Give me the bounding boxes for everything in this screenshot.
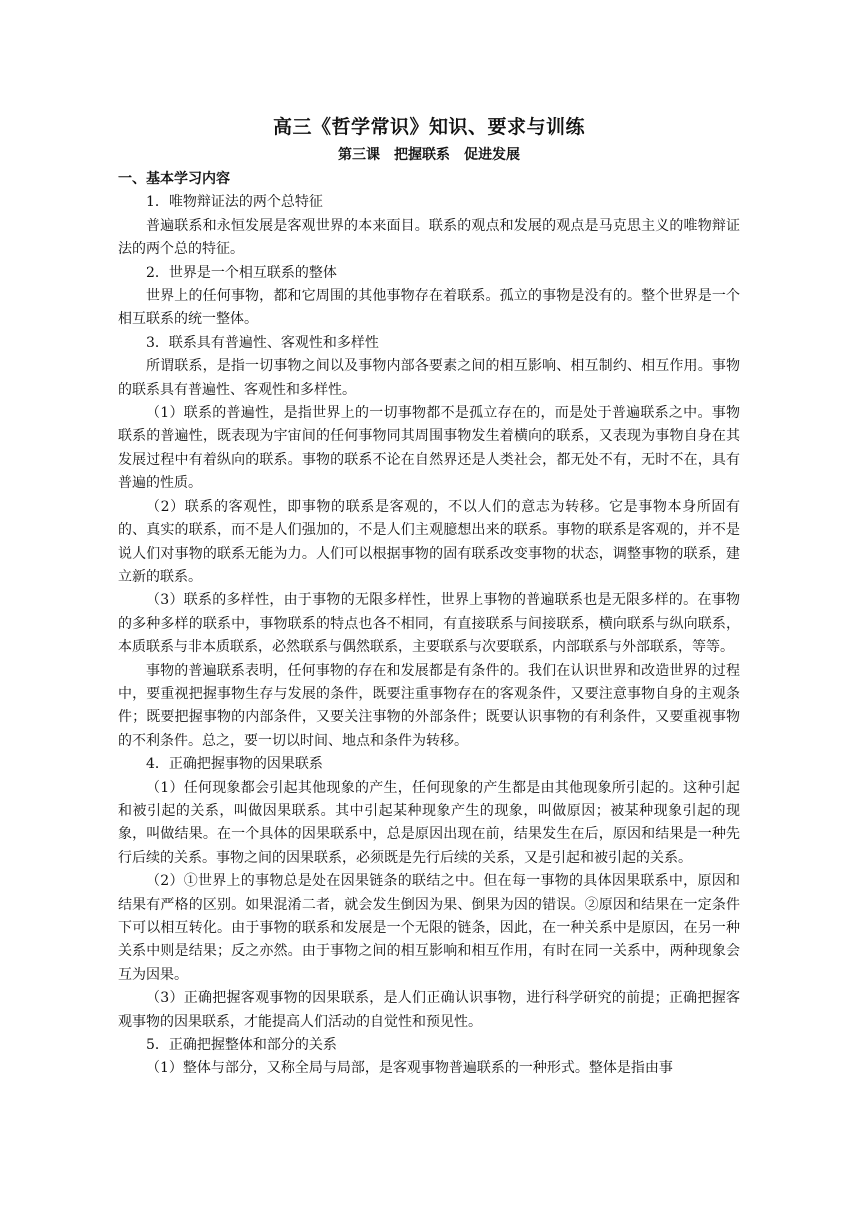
paragraph: （3）正确把握客观事物的因果联系，是人们正确认识事物，进行科学研究的前提；正确把握客观事物的因果联系，才能提高人们活动的自觉性和预见性。 [118, 990, 740, 1030]
paragraph: 事物的普遍联系表明，任何事物的存在和发展都是有条件的。我们在认识世界和改造世界的过程中，要重视把握事物生存与发展的条件，既要注重事物存在的客观条件，又要注意事物自身的主观条件；既要把握事物的内部条件，又要关注事物的外部条件；既要认识事物的有利条件，又要重视事物的不利条件。总之，要一切以时间、地点和条件为转移。 [118, 662, 740, 749]
paragraph: （2）联系的客观性，即事物的联系是客观的，不以人们的意志为转移。它是事物本身所固有的、真实的联系，而不是人们强加的，不是人们主观臆想出来的联系。事物的联系是客观的，并不是说人们对事物的联系无能为力。人们可以根据事物的固有联系改变事物的状态，调整事物的联系，建立新的联系。 [118, 498, 740, 585]
paragraph: 普遍联系和永恒发展是客观世界的本来面目。联系的观点和发展的观点是马克思主义的唯物辩证法的两个总的特征。 [118, 217, 740, 258]
paragraph: （1）整体与部分，又称全局与局部，是客观事物普遍联系的一种形式。整体是指由事 [146, 1060, 673, 1077]
paragraph-heading-4: 4．正确把握事物的因果联系 [146, 756, 323, 773]
paragraph: （1）任何现象都会引起其他现象的产生，任何现象的产生都是由其他现象所引起的。这种引起和被引起的关系，叫做因果联系。其中引起某种现象产生的现象，叫做原因；被某种现象引起的现象，叫做结果。在一个具体的因果联系中，总是原因出现在前，结果发生在后，原因和结果是一种先行后续的关系。事物之间的因果联系，必须既是先行后续的关系，又是引起和被引起的关系。 [118, 779, 740, 866]
section-heading: 一、基本学习内容 [118, 171, 230, 187]
paragraph: （3）联系的多样性，由于事物的无限多样性，世界上事物的普遍联系也是无限多样的。在事物的多种多样的联系中，事物联系的特点也各不相同，有直接联系与间接联系，横向联系与纵向联系，本质联系与非本质联系，必然联系与偶然联系，主要联系与次要联系，内部联系与外部联系，等等。 [118, 592, 740, 656]
paragraph-heading-1: 1．唯物辩证法的两个总特征 [146, 194, 323, 211]
lesson-subtitle: 第三课 把握联系 促进发展 [338, 147, 520, 163]
paragraph: （1）联系的普遍性，是指世界上的一切事物都不是孤立存在的，而是处于普遍联系之中。事物联系的普遍性，既表现为宇宙间的任何事物同其周围事物发生着横向的联系，又表现为事物自身在其发展过程中有着纵向的联系。事物的联系不论在自然界还是人类社会，都无处不有，无时不在，具有普遍的性质。 [118, 405, 740, 492]
paragraph-heading-2: 2．世界是一个相互联系的整体 [146, 264, 337, 281]
paragraph: 世界上的任何事物，都和它周围的其他事物存在着联系。孤立的事物是没有的。整个世界是一个相互联系的统一整体。 [118, 288, 740, 328]
paragraph: 所谓联系，是指一切事物之间以及事物内部各要素之间的相互影响、相互制约、相互作用。事物的联系具有普遍性、客观性和多样性。 [118, 358, 740, 398]
paragraph: （2）①世界上的事物总是处在因果链条的联结之中。但在每一事物的具体因果联系中，原因和结果有严格的区别。如果混淆二者，就会发生倒因为果、倒果为因的错误。②原因和结果在一定条件下可以相互转化。由于事物的联系和发展是一个无限的链条，因此，在一种关系中是原因，在另一种关系中则是结果；反之亦然。由于事物之间的相互影响和相互作用，有时在同一关系中，两种现象会互为因果。 [118, 873, 740, 983]
document-body [118, 191, 740, 1080]
document-title: 高三《哲学常识》知识、要求与训练 [272, 116, 585, 138]
paragraph-heading-5: 5．正确把握整体和部分的关系 [146, 1037, 337, 1054]
document-page [118, 112, 740, 1081]
paragraph-heading-3: 3．联系具有普遍性、客观性和多样性 [146, 334, 379, 351]
